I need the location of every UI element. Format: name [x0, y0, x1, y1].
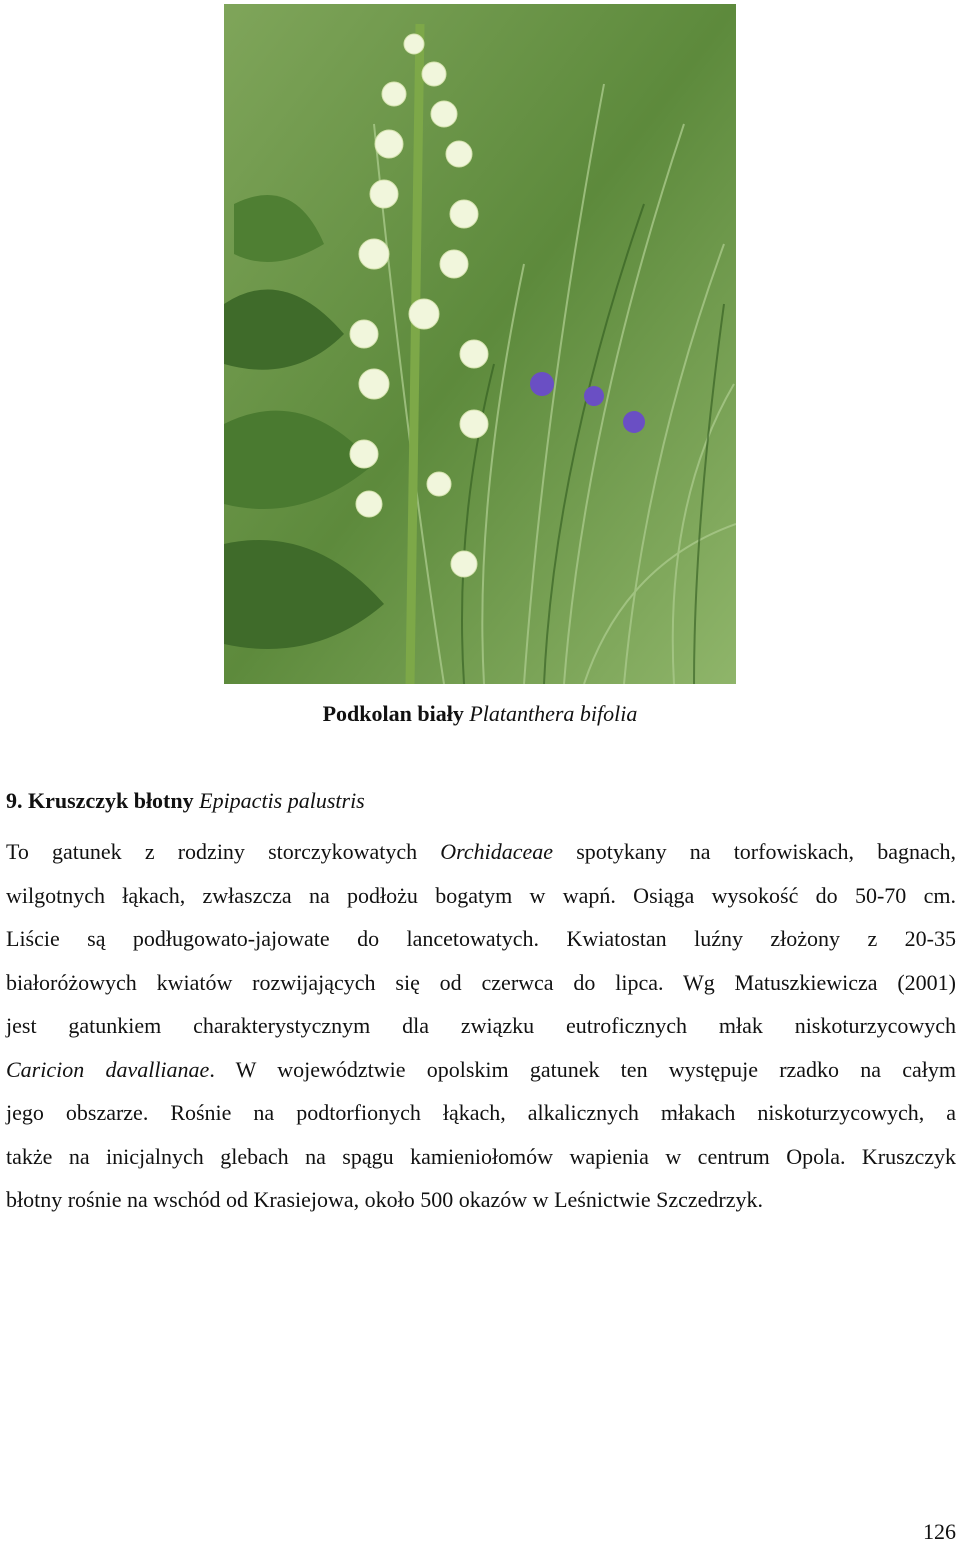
orchid-photo	[224, 4, 736, 684]
latin-term: Caricion davallianae	[6, 1056, 210, 1082]
page-number: 126	[923, 1519, 956, 1544]
section-title: Kruszczyk błotny	[28, 788, 194, 813]
section-heading	[6, 786, 365, 816]
text-line	[6, 830, 956, 874]
text-line: jest gatunkiem charakterystycznym dla związku eutroficznych młak niskoturzycowych	[6, 1013, 956, 1038]
text-line: jego obszarze. Rośnie na podtorfionych łąkach, alkalicznych młakach niskoturzycowych, a	[6, 1100, 956, 1125]
text-line: Liście są podługowato-jajowate do lancetowatych. Kwiatostan luźny złożony z 20-35	[6, 926, 956, 951]
section-number: 9.	[6, 788, 23, 813]
text-line: błotny rośnie na wschód od Krasiejowa, około 500 okazów w Leśnictwie Szczedrzyk.	[6, 1187, 763, 1212]
orchid-photo-icon	[224, 4, 736, 684]
figure-caption	[0, 700, 960, 728]
text-span: . W województwie opolskim gatunek ten występuje rzadko na całym	[209, 1056, 956, 1082]
section-latin: Epipactis palustris	[199, 788, 365, 813]
species-description	[6, 830, 956, 1222]
latin-term: Orchidaceae	[440, 839, 554, 864]
text-line: białoróżowych kwiatów rozwijających się od czerwca do lipca. Wg Matuszkiewicza (2001)	[6, 969, 956, 995]
text-span: To gatunek z rodziny storczykowatych	[6, 839, 441, 864]
text-line	[6, 1048, 956, 1092]
caption-latin-name: Platanthera bifolia	[469, 701, 638, 726]
text-line: także na inicjalnych glebach na spągu kamieniołomów wapienia w centrum Opola. Kruszczyk	[6, 1143, 956, 1169]
caption-common-name: Podkolan biały	[322, 701, 464, 726]
text-line: wilgotnych łąkach, zwłaszcza na podłożu bogatym w wapń. Osiąga wysokość do 50-70 cm.	[6, 882, 956, 908]
text-span: spotykany na torfowiskach, bagnach,	[553, 839, 956, 864]
